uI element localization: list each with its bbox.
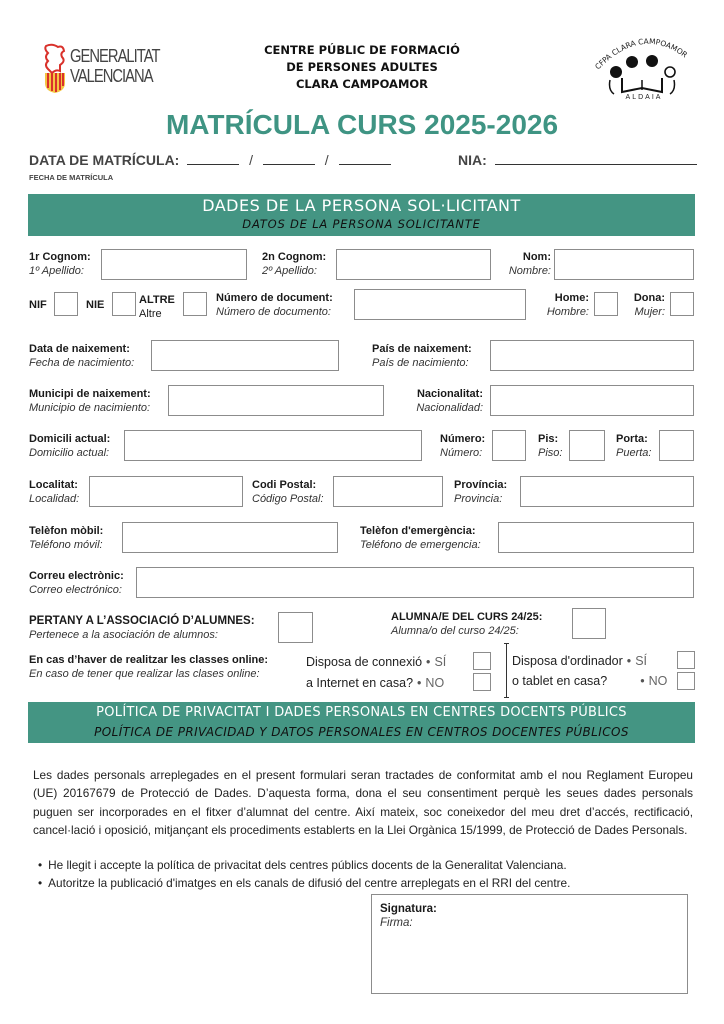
computer-yes-checkbox[interactable] [677, 651, 695, 669]
centre-name-line2: DE PERSONES ADULTES [286, 60, 438, 74]
birth-date-label: Data de naixement: Fecha de nacimiento: [29, 343, 135, 369]
nia-field[interactable] [495, 153, 697, 165]
birth-city-label: Municipi de naixement: Municipio de nacimiento: [29, 388, 151, 414]
birth-country-label: País de naixement: País de nacimiento: [372, 343, 472, 369]
email-label: Correu electrònic: Correo electrónico: [29, 570, 124, 596]
doc-number-input[interactable] [354, 289, 526, 320]
date-separator-2: / [324, 152, 329, 168]
female-label: Dona: Mujer: [633, 292, 665, 318]
association-checkbox[interactable] [278, 612, 313, 643]
signature-box[interactable] [371, 894, 688, 994]
consent-item: • Autoritze la publicació d'imatges en els canals de difusió del centre arreplegats en el RRI del centre. [38, 876, 571, 890]
svg-text:CFPA CLARA CAMPOAMOR: CFPA CLARA CAMPOAMOR [593, 36, 690, 72]
options-divider-cap-top [504, 643, 509, 644]
mobile-input[interactable] [122, 522, 338, 553]
female-checkbox[interactable] [670, 292, 694, 316]
surname2-input[interactable] [336, 249, 491, 280]
nia-label: NIA: [458, 152, 487, 168]
enrollment-year-field[interactable] [339, 153, 391, 165]
enrollment-date-row [29, 152, 391, 168]
emergency-phone-label: Telèfon d'emergència: Teléfono de emergencia: [360, 525, 481, 551]
internet-no-label: NO [425, 676, 445, 690]
nationality-input[interactable] [490, 385, 694, 416]
door-input[interactable] [659, 430, 694, 461]
internet-question-line2: a Internet en casa? • NO [306, 676, 445, 690]
computer-no-label: NO [648, 674, 668, 688]
privacy-consent-list [38, 856, 698, 892]
surname1-input[interactable] [101, 249, 247, 280]
town-input[interactable] [89, 476, 243, 507]
other-doc-label: ALTRE Altre [139, 294, 175, 320]
emergency-phone-input[interactable] [498, 522, 694, 553]
name-input[interactable] [554, 249, 694, 280]
options-divider [506, 643, 507, 698]
consent-item: • He llegit i accepte la política de privacitat dels centres públics docents de la Generalitat Valenciana. [38, 858, 567, 872]
doc-number-label: Número de document: Número de documento: [216, 292, 333, 318]
door-label: Porta: Puerta: [616, 433, 652, 459]
generalitat-logo-line1: GENERALITAT [70, 46, 160, 66]
internet-yes-label: SÍ [434, 655, 447, 669]
nif-label: NIF [29, 299, 47, 311]
birth-date-input[interactable] [151, 340, 339, 371]
prev-student-label: ALUMNA/E DEL CURS 24/25: Alumna/o del curso 24/25: [391, 611, 543, 637]
floor-input[interactable] [569, 430, 605, 461]
enrollment-day-field[interactable] [187, 153, 239, 165]
computer-question-line1: Disposa d'ordinador • SÍ [512, 654, 647, 668]
address-label: Domicili actual: Domicilio actual: [29, 433, 111, 459]
page-title: MATRÍCULA CURS 2025-2026 [165, 109, 559, 140]
options-divider-cap-bottom [504, 697, 509, 698]
floor-label: Pis: Piso: [538, 433, 563, 459]
generalitat-logo [42, 43, 160, 93]
surname2-label: 2n Cognom: 2º Apellido: [262, 251, 327, 277]
name-label: Nom: Nombre: [508, 251, 551, 277]
section-subtitle-privacy: POLÍTICA DE PRIVACIDAD Y DATOS PERSONALES EN CENTROS DOCENTES PÚBLICOS [94, 725, 629, 739]
computer-yes-label: SÍ [635, 654, 647, 668]
computer-no-checkbox[interactable] [677, 672, 695, 690]
section-header-applicant [28, 194, 695, 236]
internet-question-line1: Disposa de connexió • SÍ [306, 655, 447, 669]
online-classes-label: En cas d’haver de realitzar les classes online: En caso de tener que realizar las clases online: [29, 654, 269, 680]
nif-checkbox[interactable] [54, 292, 78, 316]
generalitat-logo-line2: VALENCIANA [70, 66, 153, 86]
nie-checkbox[interactable] [112, 292, 136, 316]
nationality-label: Nacionalitat: Nacionalidad: [416, 388, 483, 414]
address-input[interactable] [124, 430, 422, 461]
email-input[interactable] [136, 567, 694, 598]
postal-code-input[interactable] [333, 476, 443, 507]
prev-student-checkbox[interactable] [572, 608, 606, 639]
enrollment-date-sublabel: FECHA DE MATRÍCULA [29, 173, 114, 182]
internet-no-checkbox[interactable] [473, 673, 491, 691]
computer-question-line2: o tablet en casa? • NO [512, 674, 668, 688]
province-input[interactable] [520, 476, 694, 507]
enrollment-date-label: DATA DE MATRÍCULA: [29, 152, 180, 168]
enrollment-month-field[interactable] [263, 153, 315, 165]
section-title-privacy: POLÍTICA DE PRIVACITAT I DADES PERSONALS EN CENTRES DOCENTS PÚBLICS [96, 705, 627, 720]
section-title-applicant: DADES DE LA PERSONA SOL·LICITANT [202, 196, 521, 215]
internet-yes-checkbox[interactable] [473, 652, 491, 670]
surname1-label: 1r Cognom: 1º Apellido: [29, 251, 91, 277]
centre-name-line3: CLARA CAMPOAMOR [295, 77, 429, 91]
date-separator-1: / [249, 152, 254, 168]
privacy-paragraph: Les dades personals arreplegades en el present formulari seran tractades de conformitat amb el nou Reglament Europeu (UE) 20167679 de Protecció de Dades. D’aquesta forma, dona el seu consentiment perquè les seues dades personals puguen ser incorporades en el fitxer d’alumnat del centre. Així mateix, soc coneixedor del meu dret d’accés, rectificació, cancel·lació i oposició, mitjançant els procediments establerts en la Llei Orgànica 15/1999, de Protecció de Dades Personals. [33, 768, 693, 837]
nie-label: NIE [86, 299, 105, 311]
association-label: PERTANY A L’ASSOCIACIÓ D’ALUMNES: Pertenece a la asociación de alumnos: [29, 615, 255, 641]
postal-code-label: Codi Postal: Código Postal: [252, 479, 324, 505]
number-input[interactable] [492, 430, 526, 461]
section-subtitle-applicant: DATOS DE LA PERSONA SOLICITANTE [242, 217, 481, 231]
town-label: Localitat: Localidad: [29, 479, 80, 505]
male-checkbox[interactable] [594, 292, 618, 316]
cfpa-logo-bottom-text: ALDAIA [625, 94, 663, 101]
mobile-label: Telèfon mòbil: Teléfono móvil: [29, 525, 104, 551]
birth-city-input[interactable] [168, 385, 384, 416]
male-label: Home: Hombre: [546, 292, 589, 318]
cfpa-logo [588, 28, 700, 108]
number-label: Número: Número: [440, 433, 486, 459]
section-header-privacy [28, 702, 695, 743]
signature-label: Signatura: Firma: [380, 903, 437, 929]
birth-country-input[interactable] [490, 340, 694, 371]
other-doc-checkbox[interactable] [183, 292, 207, 316]
centre-name [240, 42, 484, 93]
province-label: Província: Provincia: [454, 479, 508, 505]
nia-row [458, 152, 697, 168]
generalitat-valenciana-logo-icon [42, 43, 68, 93]
centre-name-line1: CENTRE PÚBLIC DE FORMACIÓ [264, 43, 460, 57]
